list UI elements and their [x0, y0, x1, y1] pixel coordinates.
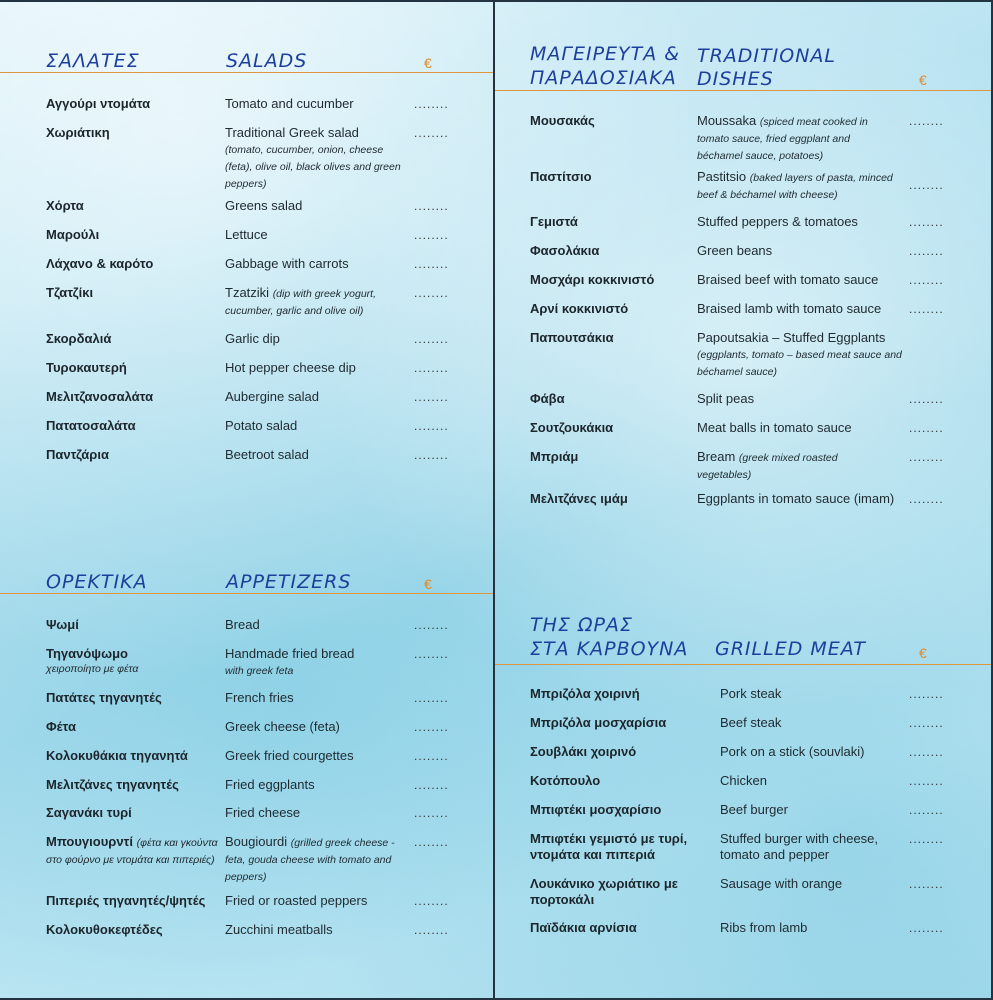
item-name-en: Garlic dip — [225, 331, 280, 346]
item-price: ........ — [909, 114, 944, 128]
item-name-gr: Λάχανο & καρότο — [46, 256, 154, 271]
currency-symbol: € — [919, 72, 927, 88]
section-title-gr-line1: ΜΑΓΕΙΡΕΥΤΑ & — [530, 43, 681, 65]
item-name-gr: Ψωμί — [46, 617, 79, 632]
item-price: ........ — [414, 778, 449, 792]
item-price: ........ — [909, 832, 944, 846]
item-name-en: Tomato and cucumber — [225, 96, 354, 111]
item-name-gr: Αρνί κοκκινιστό — [530, 301, 629, 316]
section-grilled — [495, 0, 991, 1000]
item-price: ........ — [909, 421, 944, 435]
section-title-en-line1: TRADITIONAL — [697, 45, 836, 67]
item-name-gr: Μπιφτέκι γεμιστό με τυρί, ντομάτα και πιπεριά — [530, 831, 688, 862]
item-name-en: Greek fried courgettes — [225, 748, 354, 763]
item-name-en: Braised beef with tomato sauce — [697, 272, 879, 287]
item-name-en: Papoutsakia – Stuffed Eggplants — [697, 330, 886, 345]
item-name-en: Greens salad — [225, 198, 303, 213]
item-name-gr: Μπριζόλα μοσχαρίσια — [530, 715, 667, 730]
section-title-gr-line2: ΠΑΡΑΔΟΣΙΑΚΑ — [530, 67, 677, 89]
item-name-gr: Κολοκυθάκια τηγανητά — [46, 748, 188, 763]
item-name-en: Beetroot salad — [225, 447, 309, 462]
item-price: ........ — [909, 803, 944, 817]
item-name-en: Aubergine salad — [225, 389, 319, 404]
item-name-en: Fried cheese — [225, 805, 301, 820]
item-name-gr: Πατατοσαλάτα — [46, 418, 136, 433]
item-name-gr: Πιπεριές τηγανητές/ψητές — [46, 893, 206, 908]
item-name-en: Bougiourdi — [225, 834, 288, 849]
item-name-en: Split peas — [697, 391, 755, 406]
item-price: ........ — [414, 126, 449, 140]
item-name-en: Bream — [697, 449, 736, 464]
item-price: ........ — [414, 419, 449, 433]
item-price: ........ — [909, 215, 944, 229]
item-name-gr: Παντζάρια — [46, 447, 109, 462]
item-name-en: Traditional Greek salad — [225, 125, 359, 140]
item-price: ........ — [414, 835, 449, 849]
item-price: ........ — [414, 647, 449, 661]
item-name-en: Bread — [225, 617, 260, 632]
item-price: ........ — [414, 361, 449, 375]
item-name-en: Lettuce — [225, 227, 268, 242]
item-name-gr: Κοτόπουλο — [530, 773, 601, 788]
item-name-gr: Φάβα — [530, 391, 565, 406]
item-price: ........ — [414, 332, 449, 346]
item-name-en: Fried or roasted peppers — [225, 893, 368, 908]
item-name-gr: Αγγούρι ντομάτα — [46, 96, 151, 111]
item-name-gr: Μοσχάρι κοκκινιστό — [530, 272, 655, 287]
item-name-gr: Μελιτζάνες τηγανητές — [46, 777, 179, 792]
section-title-en-line2: DISHES — [697, 68, 774, 90]
item-name-en: Ribs from lamb — [720, 920, 808, 935]
item-name-gr: Μουσακάς — [530, 113, 595, 128]
item-name-en: Pork steak — [720, 686, 782, 701]
item-name-gr: Σουτζουκάκια — [530, 420, 614, 435]
item-name-en: Beef burger — [720, 802, 788, 817]
item-price: ........ — [414, 618, 449, 632]
item-price: ........ — [909, 302, 944, 316]
item-price: ........ — [909, 774, 944, 788]
item-name-gr: Τηγανόψωμο — [46, 646, 128, 661]
item-price: ........ — [414, 448, 449, 462]
item-name-gr: Σκορδαλιά — [46, 331, 112, 346]
item-sub-gr: (φέτα και γκούντα στο φούρνο με ντομάτα και πιπεριές) — [46, 837, 218, 866]
item-name-gr: Τυροκαυτερή — [46, 360, 127, 375]
item-name-gr: Σουβλάκι χοιρινό — [530, 744, 637, 759]
item-description — [225, 834, 410, 885]
item-name-gr: Παστίτσιο — [530, 169, 592, 184]
item-name-en: Sausage with orange — [720, 876, 843, 891]
item-name-gr: Μελιτζανοσαλάτα — [46, 389, 154, 404]
item-price: ........ — [909, 921, 944, 935]
section-title-gr: ΟΡΕΚΤΙΚΑ — [46, 571, 148, 593]
item-price: ........ — [414, 97, 449, 111]
item-price: ........ — [909, 273, 944, 287]
item-name-en: Handmade fried bread — [225, 646, 355, 661]
item-note: (tomato, cucumber, onion, cheese (feta), olive oil, black olives and green peppers) — [225, 144, 401, 190]
item-name-en: Green beans — [697, 243, 773, 258]
item-name-gr: Φασολάκια — [530, 243, 600, 258]
item-price: ........ — [414, 691, 449, 705]
section-appetizers — [0, 0, 493, 1000]
item-name-gr: Χόρτα — [46, 198, 84, 213]
item-name-en: Fried eggplants — [225, 777, 315, 792]
item-note: (baked layers of pasta, minced beef & béchamel with cheese) — [697, 172, 893, 201]
item-price: ........ — [414, 923, 449, 937]
item-name-en: Chicken — [720, 773, 767, 788]
item-name-en: Pastitsio — [697, 169, 747, 184]
item-name-en: Gabbage with carrots — [225, 256, 349, 271]
item-name-gr: Μελιτζάνες ιμάμ — [530, 491, 628, 506]
item-name-gr: Παπουτσάκια — [530, 330, 614, 345]
item-name-en: Beef steak — [720, 715, 782, 730]
item-price: ........ — [414, 749, 449, 763]
section-title-gr: ΣΑΛΑΤΕΣ — [46, 50, 140, 72]
currency-symbol: € — [424, 576, 432, 592]
item-price: ........ — [414, 390, 449, 404]
item-name-en: Meat balls in tomato sauce — [697, 420, 852, 435]
section-title-en: SALADS — [226, 50, 308, 72]
item-name-en: Braised lamb with tomato sauce — [697, 301, 882, 316]
currency-symbol: € — [424, 55, 432, 71]
item-note: (dip with greek yogurt, cucumber, garlic and olive oil) — [225, 288, 376, 317]
item-name-gr: Κολοκυθοκεφτέδες — [46, 922, 163, 937]
section-title-gr-line1: ΤΗΣ ΩΡΑΣ — [530, 614, 633, 636]
currency-symbol: € — [919, 645, 927, 661]
section-title-en: APPETIZERS — [226, 571, 352, 593]
item-name-en: Zucchini meatballs — [225, 922, 333, 937]
item-price: ........ — [909, 392, 944, 406]
item-note: (eggplants, tomato – based meat sauce and béchamel sauce) — [697, 349, 902, 378]
item-note: (spiced meat cooked in tomato sauce, fried eggplant and béchamel sauce, potatoes) — [697, 116, 868, 162]
item-name-en: French fries — [225, 690, 294, 705]
item-price: ........ — [909, 716, 944, 730]
item-description — [225, 646, 405, 679]
item-name-gr: Μπριζόλα χοιρινή — [530, 686, 640, 701]
item-name-gr: Μπριάμ — [530, 449, 579, 464]
item-price: ........ — [909, 877, 944, 891]
item-price: ........ — [414, 257, 449, 271]
section-title-en: GRILLED MEAT — [715, 638, 866, 660]
item-name-en: Hot pepper cheese dip — [225, 360, 356, 375]
item-note: (greek mixed roasted vegetables) — [697, 452, 838, 481]
item-name-en: Stuffed peppers & tomatoes — [697, 214, 858, 229]
item-name-gr-group — [46, 834, 218, 868]
item-name-gr: Μπιφτέκι μοσχαρίσιο — [530, 802, 662, 817]
item-name-en: Pork on a stick (souvlaki) — [720, 744, 865, 759]
section-rule — [0, 593, 493, 594]
item-name-en: Stuffed burger with cheese, tomato and pepper — [720, 831, 879, 862]
item-name-en: Potato salad — [225, 418, 298, 433]
item-price: ........ — [909, 450, 944, 464]
item-name-gr: Παϊδάκια αρνίσια — [530, 920, 637, 935]
item-price: ........ — [414, 806, 449, 820]
item-name-gr: Τζατζίκι — [46, 285, 94, 300]
item-name-gr: Σαγανάκι τυρί — [46, 805, 132, 820]
item-price: ........ — [909, 244, 944, 258]
item-price: ........ — [909, 492, 944, 506]
item-price: ........ — [414, 720, 449, 734]
item-price: ........ — [909, 178, 944, 192]
item-name-en: Greek cheese (feta) — [225, 719, 340, 734]
item-name-gr: Γεμιστά — [530, 214, 578, 229]
item-name-gr: Μαρούλι — [46, 227, 100, 242]
item-note: with greek feta — [225, 665, 294, 677]
item-price: ........ — [414, 199, 449, 213]
item-name-gr: Πατάτες τηγανητές — [46, 690, 162, 705]
item-price: ........ — [909, 745, 944, 759]
section-rule — [495, 664, 991, 665]
item-sub-gr: χειροποίητο με φέτα — [46, 663, 139, 675]
item-price: ........ — [414, 894, 449, 908]
item-name-gr-group — [46, 646, 216, 677]
item-name-en: Tzatziki — [225, 285, 270, 300]
item-price: ........ — [414, 286, 449, 300]
item-name-gr: Φέτα — [46, 719, 76, 734]
item-name-gr: Χωριάτικη — [46, 125, 110, 140]
item-note: (grilled greek cheese - feta, gouda cheese with tomato and peppers) — [225, 837, 395, 883]
item-name-en: Eggplants in tomato sauce (imam) — [697, 491, 895, 506]
section-title-gr-line2: ΣΤΑ ΚΑΡΒΟΥΝΑ — [530, 638, 689, 660]
item-price: ........ — [909, 687, 944, 701]
item-name-en: Moussaka — [697, 113, 757, 128]
item-name-gr: Λουκάνικο χωριάτικο με πορτοκάλι — [530, 876, 678, 907]
item-price: ........ — [414, 228, 449, 242]
item-name-gr: Μπουγιουρντί — [46, 834, 133, 849]
